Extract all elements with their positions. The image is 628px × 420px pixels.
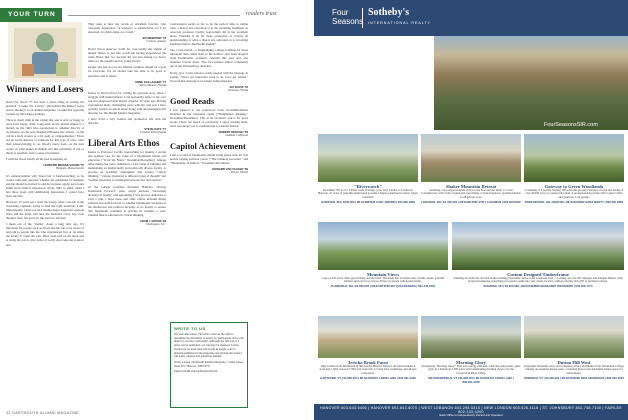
- letter-signature: ROBERT KEOUGH '56: [218, 129, 248, 134]
- good-reads-heading: Good Reads: [170, 95, 215, 106]
- listing-photo: [318, 222, 448, 270]
- write-to-us-box: [170, 322, 248, 408]
- right-page: [314, 0, 628, 420]
- col2-body-2b: I have lived a very fruitful and productive life with the disorder.: [88, 116, 166, 125]
- write-to-us-address: Write: Letters, Dartmouth Alumni Magazine, 7 Allen Street, Suite 201, Hanover, NH 03755: [174, 359, 244, 368]
- listing-card[interactable]: [452, 222, 624, 288]
- listing-description: Cape on 247 acres offers great fishing and ski trails. The house has 3-4 bedrooms, 4 baths, sauna, gourmet kitchen, deck and wood stove. Three car garage with heated studio.: [321, 275, 445, 283]
- col3-intro-3: In my eyes, Convocation is really needed with the message in saying, "We've got important work to do. Let's get started." Too bad that message is no longer being imparted.: [170, 70, 248, 83]
- listing-card[interactable]: [318, 222, 448, 288]
- column-3: [170, 22, 248, 178]
- letter-signature: STEVE KATZ '77: [144, 127, 166, 132]
- brand-four-seasons: [332, 8, 363, 26]
- brand-seasons: Seasons: [332, 17, 364, 26]
- listing-description: Consisting of 2 parcels totaling 109 acres this property features a brook and bridge of over 20,000 acres of conservation land. A professional log home with 2 guest cabins and generous 2-car garage.: [524, 187, 624, 199]
- capitol-body: I am so proud of Dartmouth alumni being poster kids for rich people buying political power ["The Unlikely Governor" and "Meanwhile, In Illinois," November/December].: [170, 153, 248, 166]
- capitol-heading: Capitol Achievement: [170, 141, 246, 152]
- winners-paragraph-4: It's understandable why Wood felt it heartwrenching as he would come into question whether the guidelines for minimal suicide should be revised to end the tortuous agony loved ones suffer from clinical depression. From 1983 to 1994, when I had three bouts with debilitating depression, I would have been suicidal.: [6, 173, 84, 198]
- office-list: HANOVER 603.643.6406 | HANOVER 603.643.6070 | WEST LEBANON 603.298.5315 | NEW LONDON 603.526.4116 | ST. JOHNSBURY 802.748.7100 | FAIRLEE 802.333.4200: [320, 406, 622, 414]
- winners-paragraph-1: David M. Wood '77 has done a brave thing in writing his heartfelt "Losing the Lottery" [November/December] essay and in sharing it to an alumni magazine, a forum that typically focuses on life's happy endings.: [6, 100, 84, 117]
- listing-contact: PLAINFIELD, NH | $1,095,000 | MLS#4572560 BO QUACKENBOS | 603.443.2481: [330, 284, 436, 289]
- listing-description: Panoramic mountain views and complete privacy 40 minutes from Dartmouth College offering an exquisite master suite, a stunning great room and ample leisure space for entertaining.: [524, 363, 624, 375]
- listing-contact: HANOVER, NH | $795,000 | MLS#4837935 CARL BROWN | 603.306.1868: [321, 199, 415, 204]
- letter-signature: ANNE GALLAGHER '77: [135, 79, 166, 84]
- listing-photo: [421, 316, 521, 358]
- listing-title: Custom Designed Timberframe: [507, 271, 569, 277]
- listing-description: Stunning six bedroom, six bath home featuring panoramic views to the south and west — looking out over Mt. Sunapee and Sunapee Harbor. This gorgeous home has everything you need to settle into year round vacation comfort starting with 270' of pristine frontage.: [453, 275, 623, 283]
- listing-card[interactable]: [318, 134, 418, 204]
- listing-title: Shaker Mountain Retreat: [445, 183, 497, 189]
- page-footer: 32 DARTMOUTH ALUMNI MAGAZINE: [6, 411, 80, 415]
- listing-photo: [318, 316, 418, 358]
- listing-contact: WEATHERSFIELD, VT | $1,995,000 | MLS#4493107 CHRIS LANG | 802.291.4348: [428, 375, 514, 384]
- write-to-us-body: We welcome letters. The editor reserves the right to determine the suitability of letters for publication and to edit them for accuracy and length. Although the full text of a letter can be published, not can they be returned. Letters should run no more than 250 words in length, refer to material published in the magazine and include the writer's full name, address and telephone number.: [174, 332, 244, 359]
- listing-description: Only 6 miles from Dartmouth in this Jericho Historic District, the farm includes 6 acres and a fully restored 1790s four bedroom, 3.5 bath barn, farmhouse and all new restoration.: [319, 363, 417, 375]
- letter-signature: LEONARD WEISSE-VAHON '75: [43, 162, 84, 167]
- col2-intro: They seek to hear the words of Abraham Lincoln, who overcame depression: "A tendency to melancholia...let it be observed, is a misfortune, not a fault.": [88, 22, 166, 35]
- winners-heading: Winners and Losers: [6, 84, 84, 94]
- illustration-image: [8, 22, 82, 82]
- winners-paragraph-5: However, 25 years ago I went the lottery. After a decade of the frustrating regimens trying to find the right medicine, I did. Miraculously, I have not had another major depressive episode since and the drugs still take the medicine every day, even though I have felt great for the past two decades.: [6, 200, 84, 221]
- listing-card[interactable]: [524, 134, 624, 204]
- write-to-us-email[interactable]: Email: DAMLetters@Dartmouth.edu: [174, 369, 218, 374]
- listing-description: Introducing "Morning Glory." This new, energy-efficient, solid nine guest suite, guest gym, in a Suburban 2,500 acres with breathtaking morning views over the Connecticut River Valley.: [421, 363, 521, 375]
- listing-contact: NORWICH, VT | $2,399,000 | MLS#4493990 RICK HEGERSON | 802.291.2616: [524, 375, 624, 380]
- listing-contact: HARTFORD, VT | $1,895,000 | MLS#4493457 CHRIS LANG | 802.291.4348: [320, 375, 416, 380]
- col2-body-1a: David Wood deserves credit for overcoming the stigma of mental illness to put into words his having experienced the same illness that two decades his son and among too heavy ashes for the parents and for young David.: [88, 47, 166, 64]
- column-2: [88, 22, 166, 230]
- col3-intro-1: Conversation seems to me to be the perfect time to define what a liberal arts education is to the incoming freshmen, as associate professor Cecilia Gaposchkin did in her excellent piece. Wouldn't it be far more productive to convey an understanding of what a liberal arts education is to incoming freshmen than to Dartmouth alumni?: [170, 22, 248, 47]
- col3-intro-2: Yes. Convocation—a longstanding College tradition far more important than others such as the bonfire—has been dropped from Dartmouth's academic calendar this year and, one assumes, forever more. That fact seemed almost completely out of the fall meeting I attended.: [170, 48, 248, 69]
- write-to-us-title: WRITE TO US: [174, 326, 206, 331]
- liberal-body-2: At the College promises President Hanlon's "driving Dartmouth Forward" plan, which includes "increasing diversity in faculty" and appointing a vice provost dedicated to such a task, I hope these and other efforts includes hiring scholars and staff from left or whether Dartmouth can improve the intellectual and political diversity of its faculty to ensure that Dartmouth continues to provide its students a well-rounded liberal education in critical thinking.: [88, 184, 166, 217]
- office-note: Each Office is Independently Owned and Operated: [439, 413, 503, 417]
- column-1: [6, 100, 84, 249]
- liberal-body-1: Kudos to Professor Cecilia Gaposchkin for making a strong and spirited case for the value of a Dartmouth liberal arts education ["Train the Brain," November/December]. Among other things, her piece reminds us of the value of building and maintaining an intellectually and politically diverse faculty to provide an academic atmosphere that fosters "critical thinking," "expose [students] to different types of thought" and "teaches [students] to distinguish between fact and opinion.": [88, 150, 166, 183]
- winners-paragraph-6: I mean out of the "shame" closet a long time ago. It's important for people such as Wood and his son to be aware of and talk to people like me who experienced five or six times the lottery is worth the wait. Mine went well on the meds and is doing my part to give better. It really does take one to know one.: [6, 222, 84, 247]
- listing-card[interactable]: [318, 316, 418, 380]
- letter-signature: JAY DAVIS '54: [229, 84, 248, 89]
- brand-intl-realty: INTERNATIONAL REALTY: [368, 21, 432, 25]
- listing-card[interactable]: [421, 134, 521, 204]
- section-label: readers trust: [246, 11, 277, 17]
- listing-photo: [318, 134, 418, 182]
- letter-location: Fremont, Arizona: [146, 40, 166, 44]
- good-reads-body: I was pleased to see professors' book recommendations included in the magazine again ["Enlightened Reading," November/December]. This is an excellent source for good books I have not heard of previously. I enjoy reading them, and I encourage you to continue this occasional feature.: [170, 107, 248, 128]
- brand-sothebys: Sotheby's: [368, 7, 410, 18]
- letter-signature: HOWARD VAN VALKEN '56: [212, 167, 248, 172]
- brand-divider: [362, 8, 363, 28]
- listing-description: Incredible 75ft ft of CT River water frontage, yard, only 3 miles to downtown Hanover, 4+ acres of park-like landscaped grounds. Unique waterfront location. Super potential!: [318, 187, 418, 199]
- letter-location: Wilton Manors, Florida: [139, 83, 166, 87]
- section-tab: YOUR TURN: [0, 8, 62, 22]
- listing-photo: [452, 222, 624, 270]
- col2-body-2a: Kudos to David Wood for writing his personal story about a struggle with mental illness. I can personally relate as my own son was diagnosed with bipolar disorder 40 years ago. Having experienced many challenging years with my own son, I have recently written an article about living with and managing this disorder for The Health Matters magazine.: [88, 90, 166, 115]
- listing-title: Morning Glory: [456, 359, 486, 365]
- brand-bar: [314, 0, 628, 36]
- letter-signature: ADAM I. GROSS '93: [139, 218, 166, 223]
- site-url-link[interactable]: FourSeasonsSIR.com: [544, 122, 598, 128]
- listing-card[interactable]: [421, 316, 521, 384]
- liberal-arts-heading: Liberal Arts Ethos: [88, 138, 160, 149]
- office-footer: [314, 404, 628, 420]
- listing-contact: LEBANON, NH | $1,795,000 | MLS#4617850 JUDY CASHMAN | 603.306.8480: [421, 199, 521, 204]
- letter-signature: ED WEBSTER '79: [142, 36, 166, 41]
- listing-photo: [524, 134, 624, 182]
- header-rule: [68, 15, 240, 16]
- letter-location: Washington, D.C.: [146, 222, 166, 226]
- listing-title: Gateway to Green Woodlands: [544, 183, 604, 189]
- letter-location: Hingham, Massachusetts: [55, 166, 84, 170]
- letter-location: Oakland, California: [225, 134, 248, 138]
- listing-contact: SUNAPEE, NH | $2,950,000 | MLS#4493862 MARGARET WEATHERS | 603.526.7770: [483, 284, 593, 289]
- letter-location: Tuscon, Illinois: [230, 171, 248, 175]
- letter-location: Sarasota, Florida: [228, 88, 248, 92]
- winners-paragraph-3: I wish the Wood family all the best in keeping on.: [6, 156, 68, 161]
- brand-four: Four: [332, 8, 349, 17]
- listing-title: Dutton Hill West: [557, 359, 591, 365]
- listing-description: Amazing, long range mountain views to the East and the West! 11 room Contemporary with walls of glass and open living. 2 stone fireplaces, gourmet kitchen on 28 private acres.: [421, 187, 521, 199]
- letter-location: Leonard, Pennsylvania: [140, 131, 166, 135]
- listing-title: Mountain Views: [366, 271, 400, 277]
- listing-contact: DORCHESTER, NH | $499,000 | MLS#4616822 SARA MARTY | 802.291.9960: [524, 199, 624, 204]
- listing-card[interactable]: [524, 316, 624, 380]
- winners-paragraph-2: There is much truth in the saying that one is only as happy as one's least happy child. Long-term severe mental illness is a burden on the child who experiences it, whether directly or vicariously. As the poet Maghan O'Rourke has written, "A life can be a body wound, or a dry spell, or a happenstance." There are no facile answers or comforts for this type of pain, other than acknowledging it—as Wood's essay does—as the dark corner of what makes us human and this extremely, if not as much as possible, from a sense of isolation.: [6, 118, 84, 155]
- col2-body-1b: People can and do recover. Mental wellness should be a goal for everyone. We all should take the time to be good to ourselves and to others.: [88, 65, 166, 78]
- listing-photo: [524, 316, 624, 358]
- listing-title: "Riverwatch": [354, 183, 382, 189]
- listing-photo: [421, 134, 521, 182]
- listing-title: Jericho Brook Farm: [348, 359, 388, 365]
